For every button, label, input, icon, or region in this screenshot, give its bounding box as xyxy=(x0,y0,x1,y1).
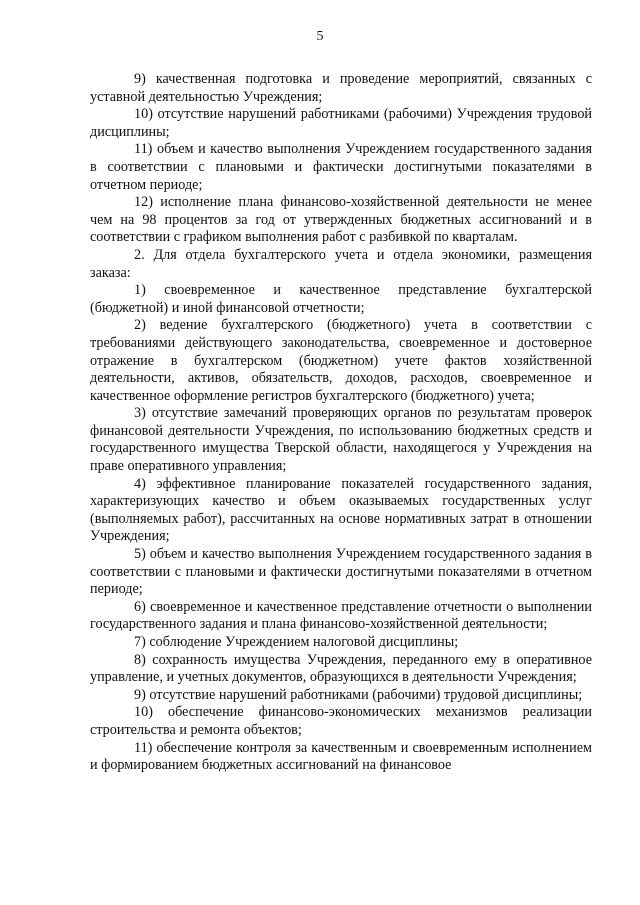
paragraph-accounting-5: 5) объем и качество выполнения Учреждением государственного задания в соответствии с плановыми и фактически достигнутыми показателями в отчетном периоде; xyxy=(90,546,592,598)
paragraph-accounting-2: 2) ведение бухгалтерского (бюджетного) учета в соответствии с требованиями действующего законодательства, своевременное и достоверное отражение в бухгалтерском (бюджетном) учете фактов хозяйственной деятельности, активов, обязательств, доходов, расходов, своевременное и качественное оформление регистров бухгалтерского (бюджетного) учета; xyxy=(90,317,592,404)
paragraph-accounting-6: 6) своевременное и качественное представление отчетности о выполнении государственного задания и плана финансово-хозяйственной деятельности; xyxy=(90,598,592,633)
paragraph-accounting-7: 7) соблюдение Учреждением налоговой дисциплины; xyxy=(134,634,459,650)
paragraph-accounting-11: 11) обеспечение контроля за качественным и своевременным исполнением и формированием бюджетных ассигнований на финансовое xyxy=(90,739,592,774)
paragraph-item-12: 12) исполнение плана финансово-хозяйственной деятельности не менее чем на 98 процентов за год от утвержденных бюджетных ассигнований и в соответствии с графиком выполнения работ с разбивкой по кварталам. xyxy=(90,194,592,246)
page-number: 5 xyxy=(316,29,324,44)
section-heading-2: 2. Для отдела бухгалтерского учета и отдела экономики, размещения заказа: xyxy=(90,246,592,281)
paragraph-item-11: 11) объем и качество выполнения Учреждением государственного задания в соответствии с плановыми и фактически достигнутыми показателями в отчетном периоде; xyxy=(90,141,592,193)
paragraph-accounting-3: 3) отсутствие замечаний проверяющих органов по результатам проверок финансовой деятельности Учреждения, по использованию бюджетных средств и государственного имущества Тверской области, находящегося у Учреждения на праве оперативного управления; xyxy=(90,405,592,475)
paragraph-item-10: 10) отсутствие нарушений работниками (рабочими) Учреждения трудовой дисциплины; xyxy=(90,106,592,140)
paragraph-item-9: 9) качественная подготовка и проведение мероприятий, связанных с уставной деятельностью Учреждения; xyxy=(90,71,592,105)
document-body xyxy=(90,71,592,775)
paragraph-accounting-1: 1) своевременное и качественное представление бухгалтерской (бюджетной) и иной финансовой отчетности; xyxy=(90,282,592,316)
paragraph-accounting-9: 9) отсутствие нарушений работниками (рабочими) трудовой дисциплины; xyxy=(134,686,583,703)
paragraph-accounting-10: 10) обеспечение финансово-экономических механизмов реализации строительства и ремонта объектов; xyxy=(90,704,592,738)
paragraph-accounting-4: 4) эффективное планирование показателей государственного задания, характеризующих качество и объем оказываемых государственных услуг (выполняемых работ), рассчитанных на основе нормативных затрат в отношении Учреждения; xyxy=(90,475,592,545)
paragraph-accounting-8: 8) сохранность имущества Учреждения, переданного ему в оперативное управление, и учетных документов, образующихся в деятельности Учреждения; xyxy=(90,651,592,686)
